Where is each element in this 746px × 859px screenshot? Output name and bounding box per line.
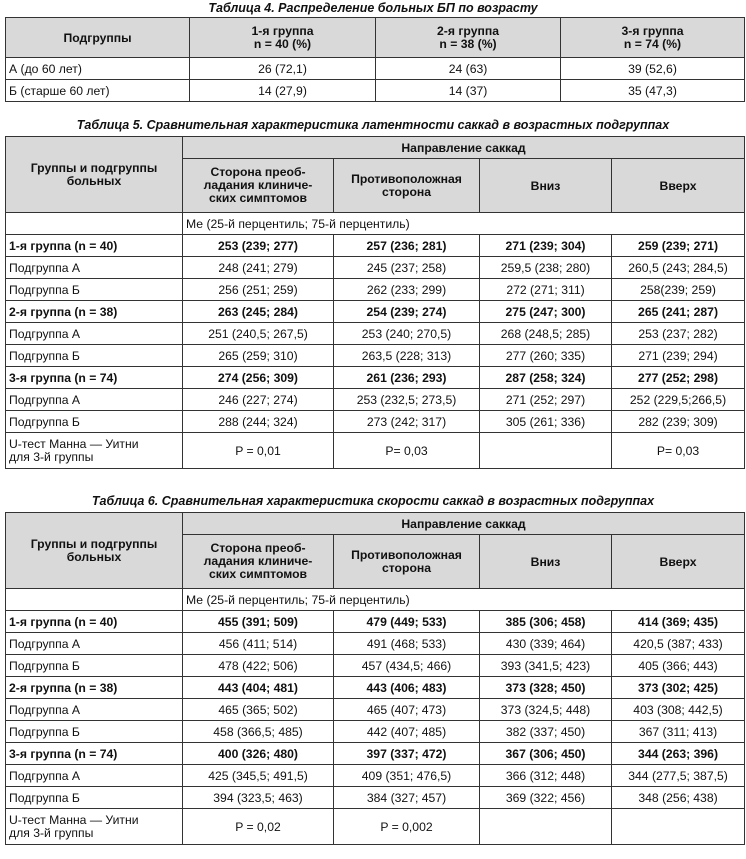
table-cell: 253 (232,5; 273,5)	[334, 389, 480, 411]
row-label: Подгруппа А	[6, 633, 183, 655]
table6-col-header: Вниз	[480, 535, 612, 589]
table-cell: 400 (326; 480)	[183, 743, 334, 765]
table-cell: 287 (258; 324)	[480, 367, 612, 389]
table5-direction-header: Направление саккад	[183, 137, 745, 159]
table-cell: 277 (260; 335)	[480, 345, 612, 367]
table-cell: 14 (37)	[376, 80, 561, 102]
row-label: Подгруппа Б	[6, 787, 183, 809]
table-cell: 479 (449; 533)	[334, 611, 480, 633]
table5-me-row	[6, 213, 745, 235]
table5-col-header	[183, 159, 334, 213]
table-cell: 268 (248,5; 285)	[480, 323, 612, 345]
table-cell: 254 (239; 274)	[334, 301, 480, 323]
table-cell: 24 (63)	[376, 58, 561, 80]
row-label: Подгруппа А	[6, 257, 183, 279]
table-cell: P= 0,03	[334, 433, 480, 469]
table-cell: 271 (252; 297)	[480, 389, 612, 411]
table-cell	[6, 589, 183, 611]
table-row	[6, 611, 745, 633]
table-cell: 265 (259; 310)	[183, 345, 334, 367]
table-cell: 420,5 (387; 433)	[612, 633, 745, 655]
table6	[5, 512, 745, 845]
row-label: Подгруппа Б	[6, 279, 183, 301]
table-cell: 456 (411; 514)	[183, 633, 334, 655]
table-row	[6, 743, 745, 765]
table-cell: 384 (327; 457)	[334, 787, 480, 809]
table-cell: 465 (365; 502)	[183, 699, 334, 721]
table-cell: 397 (337; 472)	[334, 743, 480, 765]
table-cell: 256 (251; 259)	[183, 279, 334, 301]
table5-group-header-text: Группы и подгруппы больных	[30, 160, 158, 188]
table-cell: 465 (407; 473)	[334, 699, 480, 721]
table-cell: 273 (242; 317)	[334, 411, 480, 433]
table6-caption: Таблица 6. Сравнительная характеристика скорости саккад в возрастных подгруппах	[91, 494, 655, 508]
table5-header-row	[6, 137, 745, 159]
table-cell: 263,5 (228; 313)	[334, 345, 480, 367]
table-cell: 385 (306; 458)	[480, 611, 612, 633]
table-cell: 348 (256; 438)	[612, 787, 745, 809]
table-cell: 271 (239; 294)	[612, 345, 745, 367]
table-cell: 260,5 (243; 284,5)	[612, 257, 745, 279]
table-cell	[612, 809, 745, 845]
table-row	[6, 655, 745, 677]
table-cell	[480, 433, 612, 469]
table4-header-text: 2-я группа n = 38 (%)	[437, 23, 499, 51]
table-cell: 271 (239; 304)	[480, 235, 612, 257]
table6-me-row	[6, 589, 745, 611]
table4	[5, 17, 745, 102]
table-cell: 442 (407; 485)	[334, 721, 480, 743]
table-cell: 35 (47,3)	[561, 80, 745, 102]
table5-col-header-text: Противоположная сторона	[351, 171, 462, 199]
table-cell: 425 (345,5; 491,5)	[183, 765, 334, 787]
table-cell: 251 (240,5; 267,5)	[183, 323, 334, 345]
table-cell: 373 (302; 425)	[612, 677, 745, 699]
table-row	[6, 58, 745, 80]
table-cell: 305 (261; 336)	[480, 411, 612, 433]
table-row	[6, 80, 745, 102]
table-row	[6, 257, 745, 279]
table-cell: 258(239; 259)	[612, 279, 745, 301]
table-cell: 367 (311; 413)	[612, 721, 745, 743]
table4-header-cell	[561, 18, 745, 58]
table6-direction-header: Направление саккад	[183, 513, 745, 535]
row-label: Подгруппа А	[6, 323, 183, 345]
table-cell: 344 (263; 396)	[612, 743, 745, 765]
table-cell: P = 0,02	[183, 809, 334, 845]
table-cell: 369 (322; 456)	[480, 787, 612, 809]
row-label: Подгруппа Б	[6, 345, 183, 367]
table6-col-header-text: Сторона преоб- ладания клиниче- ских симптомов	[203, 541, 313, 581]
table-cell: 405 (366; 443)	[612, 655, 745, 677]
table-cell: 282 (239; 309)	[612, 411, 745, 433]
table-cell: 478 (422; 506)	[183, 655, 334, 677]
row-label: 3-я группа (n = 74)	[6, 367, 183, 389]
table-cell: 288 (244; 324)	[183, 411, 334, 433]
table4-header-cell	[376, 18, 561, 58]
table5-col-header: Вниз	[480, 159, 612, 213]
table5-col-header: Вверх	[612, 159, 745, 213]
table5-me-label: Ме (25-й перцентиль; 75-й перцентиль)	[183, 213, 745, 235]
table-cell: 382 (337; 450)	[480, 721, 612, 743]
table-row	[6, 633, 745, 655]
table5-col-header-text: Сторона преоб- ладания клиниче- ских симптомов	[203, 165, 313, 205]
table-row	[6, 765, 745, 787]
table-cell: 253 (239; 277)	[183, 235, 334, 257]
table-cell: 14 (27,9)	[190, 80, 376, 102]
table4-header-text: Подгруппы	[63, 30, 132, 45]
table-cell: 253 (240; 270,5)	[334, 323, 480, 345]
table6-group-header	[6, 513, 183, 589]
table-cell: 430 (339; 464)	[480, 633, 612, 655]
table5	[5, 136, 745, 469]
stat-test-row	[6, 809, 745, 845]
row-label: 2-я группа (n = 38)	[6, 677, 183, 699]
table4-caption: Таблица 4. Распределение больных БП по возрасту	[208, 1, 538, 15]
row-label: Подгруппа Б	[6, 411, 183, 433]
table-row	[6, 279, 745, 301]
table-cell: 373 (324,5; 448)	[480, 699, 612, 721]
table-row	[6, 411, 745, 433]
row-label: Подгруппа Б	[6, 655, 183, 677]
table4-header-text: 1-я группа n = 40 (%)	[251, 23, 314, 51]
table-row	[6, 677, 745, 699]
table-row	[6, 389, 745, 411]
table-cell: 248 (241; 279)	[183, 257, 334, 279]
table-cell: 367 (306; 450)	[480, 743, 612, 765]
table-row	[6, 323, 745, 345]
table-cell: 274 (256; 309)	[183, 367, 334, 389]
table-cell	[6, 213, 183, 235]
table-cell: 344 (277,5; 387,5)	[612, 765, 745, 787]
table-cell: 458 (366,5; 485)	[183, 721, 334, 743]
table-cell: 373 (328; 450)	[480, 677, 612, 699]
table6-col-header	[334, 535, 480, 589]
table-cell: 275 (247; 300)	[480, 301, 612, 323]
table5-caption: Таблица 5. Сравнительная характеристика латентности саккад в возрастных подгруппах	[76, 118, 670, 132]
table6-col-header: Вверх	[612, 535, 745, 589]
table-cell: 409 (351; 476,5)	[334, 765, 480, 787]
table-cell: 414 (369; 435)	[612, 611, 745, 633]
table-cell: 259 (239; 271)	[612, 235, 745, 257]
table-row	[6, 721, 745, 743]
table5-col-header	[334, 159, 480, 213]
table4-header-text: 3-я группа n = 74 (%)	[621, 23, 684, 51]
table6-me-label: Ме (25-й перцентиль; 75-й перцентиль)	[183, 589, 745, 611]
table6-header-row	[6, 513, 745, 535]
table-cell: 39 (52,6)	[561, 58, 745, 80]
table-cell: 26 (72,1)	[190, 58, 376, 80]
table-cell: 443 (404; 481)	[183, 677, 334, 699]
table-cell: P = 0,002	[334, 809, 480, 845]
table-cell: 261 (236; 293)	[334, 367, 480, 389]
table-cell: 257 (236; 281)	[334, 235, 480, 257]
table-cell: 491 (468; 533)	[334, 633, 480, 655]
table5-group-header	[6, 137, 183, 213]
row-label: U-тест Манна — Уитни для 3-й группы	[6, 809, 183, 845]
table-row	[6, 345, 745, 367]
table-cell: P= 0,03	[612, 433, 745, 469]
table-cell: 366 (312; 448)	[480, 765, 612, 787]
row-label: 3-я группа (n = 74)	[6, 743, 183, 765]
row-label: 1-я группа (n = 40)	[6, 235, 183, 257]
row-label: Подгруппа Б	[6, 721, 183, 743]
table4-header-cell	[190, 18, 376, 58]
table-cell: 272 (271; 311)	[480, 279, 612, 301]
table-cell	[480, 809, 612, 845]
table4-header-cell	[6, 18, 190, 58]
table-row	[6, 235, 745, 257]
table-cell: 263 (245; 284)	[183, 301, 334, 323]
table-row	[6, 301, 745, 323]
table-cell: 246 (227; 274)	[183, 389, 334, 411]
table-cell: P = 0,01	[183, 433, 334, 469]
row-label: U-тест Манна — Уитни для 3-й группы	[6, 433, 183, 469]
table-cell: 455 (391; 509)	[183, 611, 334, 633]
table-cell: 394 (323,5; 463)	[183, 787, 334, 809]
table6-group-header-text: Группы и подгруппы больных	[30, 536, 158, 564]
table-cell: 443 (406; 483)	[334, 677, 480, 699]
table-row	[6, 699, 745, 721]
row-label: 1-я группа (n = 40)	[6, 611, 183, 633]
table-cell: 393 (341,5; 423)	[480, 655, 612, 677]
table-cell: 245 (237; 258)	[334, 257, 480, 279]
table-cell: 403 (308; 442,5)	[612, 699, 745, 721]
table-cell: 252 (229,5;266,5)	[612, 389, 745, 411]
row-label: Подгруппа А	[6, 765, 183, 787]
row-label: Подгруппа А	[6, 389, 183, 411]
table-cell: 277 (252; 298)	[612, 367, 745, 389]
table-cell: 259,5 (238; 280)	[480, 257, 612, 279]
table-cell: А (до 60 лет)	[6, 58, 190, 80]
stat-test-row	[6, 433, 745, 469]
table-row	[6, 787, 745, 809]
table-cell: 262 (233; 299)	[334, 279, 480, 301]
table-cell: 457 (434,5; 466)	[334, 655, 480, 677]
table-cell: Б (старше 60 лет)	[6, 80, 190, 102]
row-label: Подгруппа А	[6, 699, 183, 721]
table6-col-header-text: Противоположная сторона	[351, 547, 462, 575]
table-row	[6, 367, 745, 389]
table-cell: 253 (237; 282)	[612, 323, 745, 345]
table4-header-row	[6, 18, 745, 58]
table6-col-header	[183, 535, 334, 589]
table-cell: 265 (241; 287)	[612, 301, 745, 323]
row-label: 2-я группа (n = 38)	[6, 301, 183, 323]
